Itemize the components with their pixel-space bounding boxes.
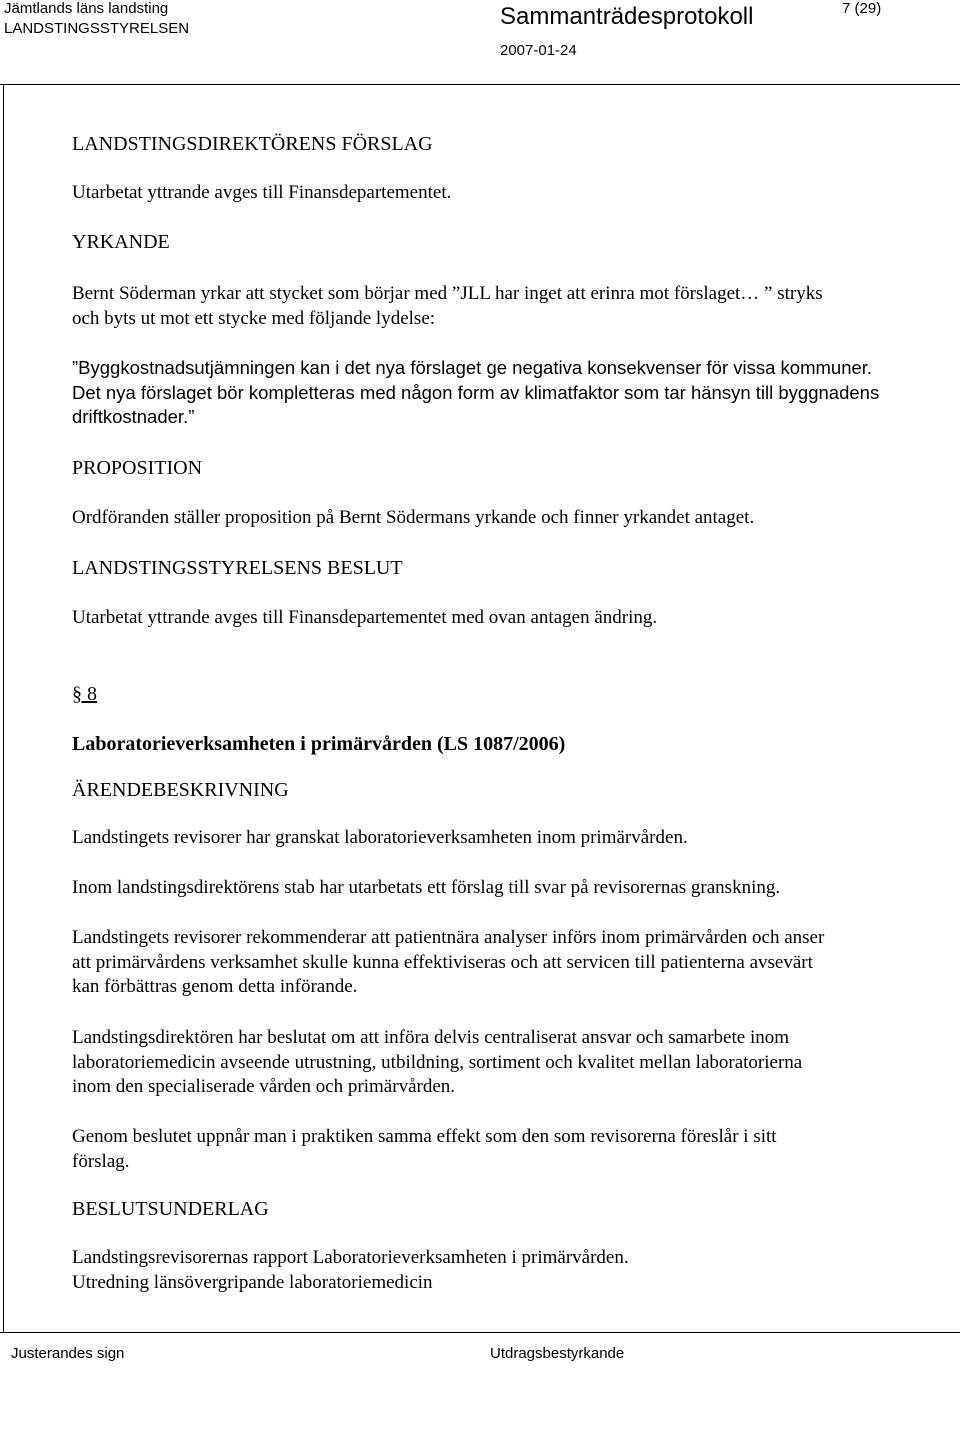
heading-description: ÄRENDEBESKRIVNING [72, 779, 289, 801]
proposition-text: Ordföranden ställer proposition på Bernt Södermans yrkande och finner yrkandet antaget. [72, 507, 755, 528]
item-title: Laboratorieverksamheten i primärvården (LS 1087/2006) [72, 733, 566, 755]
footer-extract-certification: Utdragsbestyrkande [490, 1345, 625, 1362]
p4-line: inom den specialiserade vården och primärvården. [72, 1076, 456, 1097]
p3-line: att primärvårdens verksamhet skulle kunna effektiviseras och att servicen till patienterna avsevärt [72, 951, 813, 973]
quote-text [72, 356, 942, 430]
description-p3 [72, 926, 942, 1000]
motion-text [72, 282, 942, 331]
proposal-text: Utarbetat yttrande avges till Finansdepartementet. [72, 182, 452, 203]
heading-motion: YRKANDE [72, 231, 170, 253]
description-p4 [72, 1026, 942, 1100]
frame-top-line [0, 84, 960, 85]
frame-bottom-line [0, 1332, 960, 1333]
meeting-date: 2007-01-24 [500, 42, 577, 59]
decision-text: Utarbetat yttrande avges till Finansdepartementet med ovan antagen ändring. [72, 607, 658, 628]
description-p2: Inom landstingsdirektörens stab har utarbetats ett förslag till svar på revisorernas granskning. [72, 877, 781, 898]
p3-line: Landstingets revisorer rekommenderar att patientnära analyser införs inom primärvården och anser [72, 927, 825, 948]
quote-line: driftkostnader.” [72, 406, 195, 427]
paragraph-number: § 8 [72, 683, 97, 705]
page-number: 7 (29) [842, 0, 882, 17]
motion-line: Bernt Söderman yrkar att stycket som börjar med ”JLL har inget att erinra mot förslaget… ” stryks [72, 283, 823, 304]
heading-proposition: PROPOSITION [72, 457, 203, 479]
p5-line: förslag. [72, 1150, 130, 1172]
description-p1: Landstingets revisorer har granskat laboratorieverksamheten inom primärvården. [72, 827, 688, 848]
p5-line: Genom beslutet uppnår man i praktiken samma effekt som den som revisorerna föreslår i sitt [72, 1126, 777, 1147]
basis-item: Utredning länsövergripande laboratoriemedicin [72, 1271, 433, 1293]
footer-justification-sign: Justerandes sign [11, 1345, 125, 1362]
p3-line: kan förbättras genom detta införande. [72, 976, 358, 997]
description-p5 [72, 1125, 942, 1174]
basis-item: Landstingsrevisorernas rapport Laboratorieverksamheten i primärvården. [72, 1247, 629, 1268]
document-title: Sammanträdesprotokoll [500, 3, 754, 30]
unit-name: LANDSTINGSSTYRELSEN [4, 20, 190, 37]
motion-line: och byts ut mot ett stycke med följande lydelse: [72, 307, 436, 329]
organization-name: Jämtlands läns landsting [4, 0, 169, 17]
quote-line: Det nya förslaget bör kompletteras med någon form av klimatfaktor som tar hänsyn till byggnadens [72, 381, 880, 403]
frame-left-line [3, 84, 4, 1332]
p4-line: laboratoriemedicin avseende utrustning, utbildning, sortiment och kvalitet mellan laboratorierna [72, 1051, 803, 1073]
quote-line: ”Byggkostnadsutjämningen kan i det nya förslaget ge negativa konsekvenser för vissa kommuner. [72, 357, 873, 378]
p4-line: Landstingsdirektören har beslutat om att införa delvis centraliserat ansvar och samarbete inom [72, 1027, 790, 1048]
heading-proposal: LANDSTINGSDIREKTÖRENS FÖRSLAG [72, 133, 433, 155]
heading-basis: BESLUTSUNDERLAG [72, 1198, 269, 1220]
basis-list [72, 1246, 942, 1295]
heading-decision: LANDSTINGSSTYRELSENS BESLUT [72, 557, 403, 579]
